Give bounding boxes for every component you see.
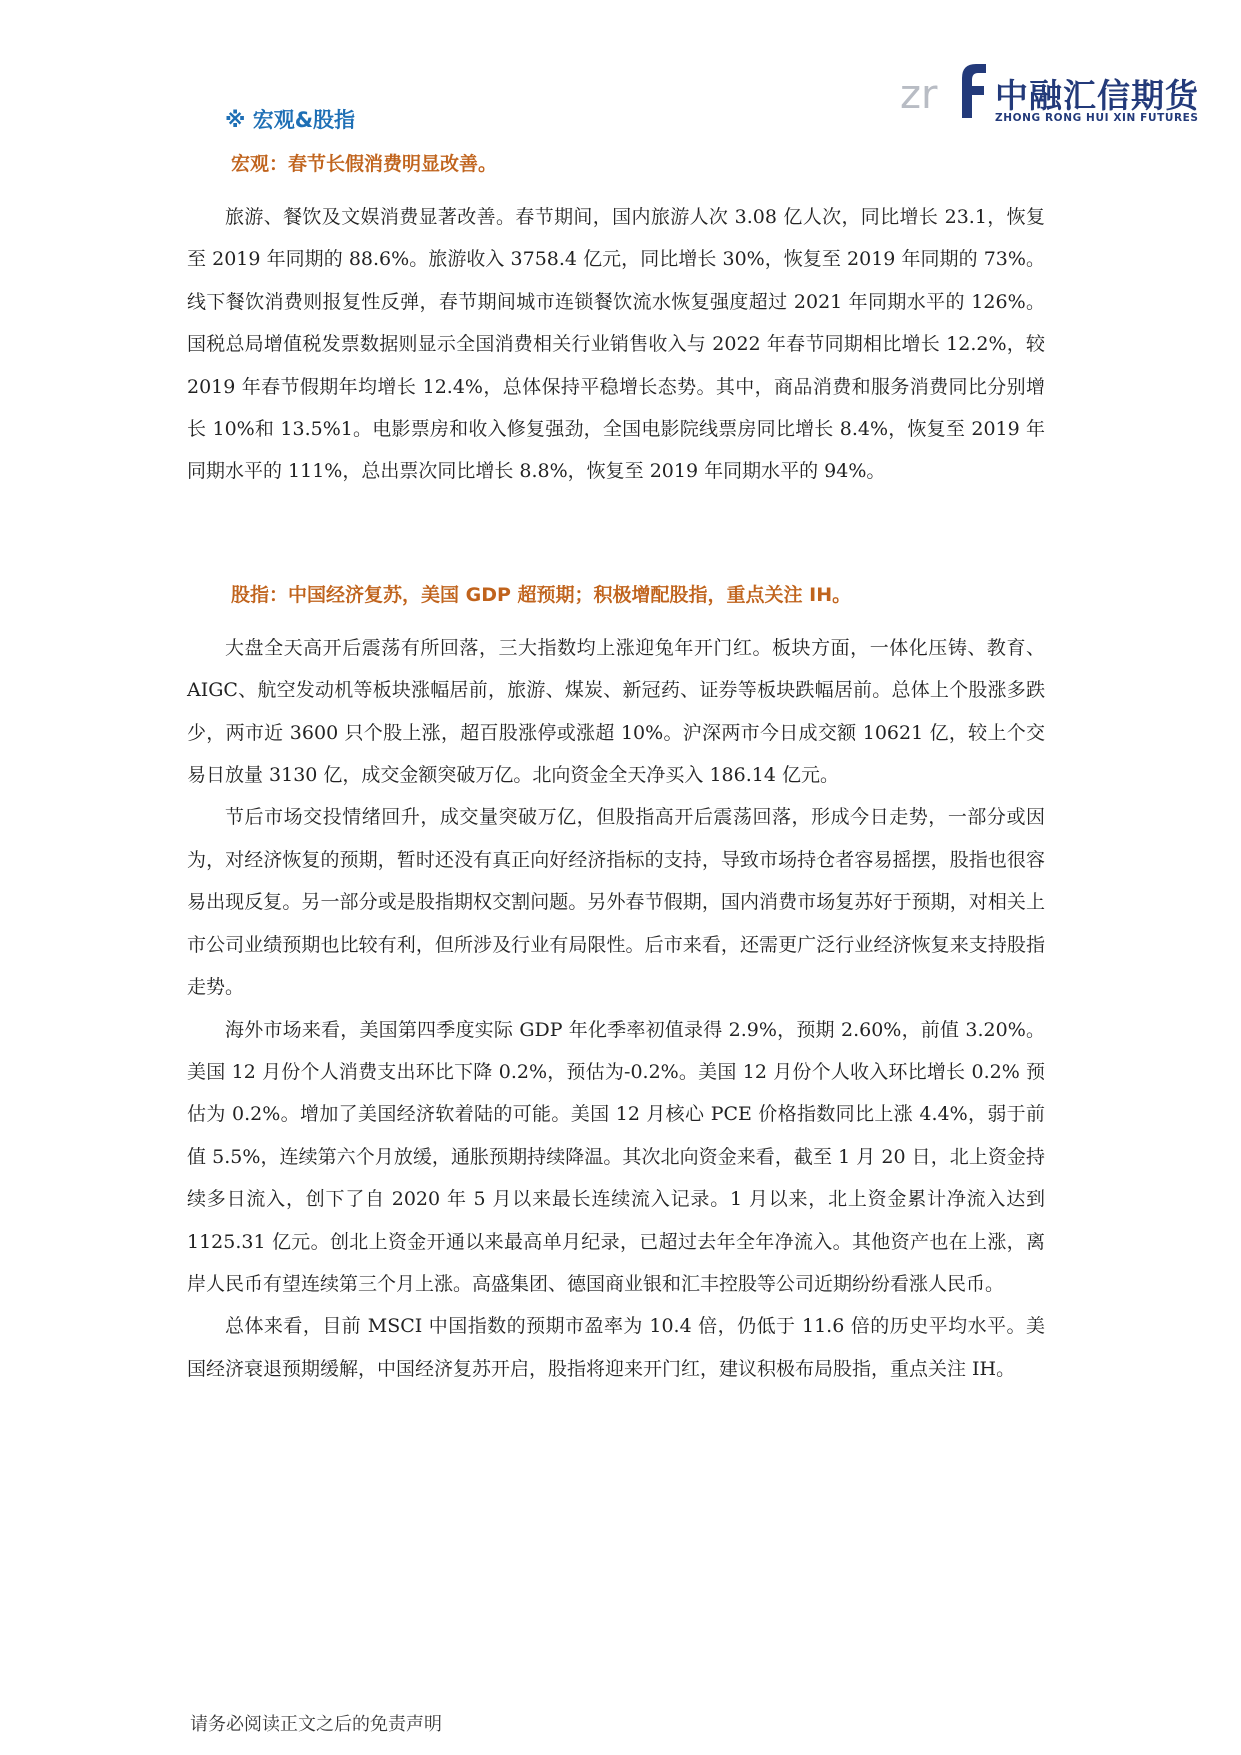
macro-heading: 宏观：春节长假消费明显改善。 <box>231 153 498 175</box>
report-body <box>187 146 1045 1390</box>
company-logo <box>900 60 1200 130</box>
index-paragraph-4: 总体来看，目前 MSCI 中国指数的预期市盈率为 10.4 倍，仍低于 11.6 倍的历史平均水平。美国经济衰退预期缓解，中国经济复苏开启，股指将迎来开门红，建议积极布局股指，重点关注 IH。 <box>187 1315 1045 1380</box>
index-paragraph-3: 海外市场来看，美国第四季度实际 GDP 年化季率初值录得 2.9%，预期 2.60%，前值 3.20%。美国 12 月份个人消费支出环比下降 0.2%，预估为-0.2%。美国 12 月份个人收入环比增长 0.2% 预估为 0.2%。增加了美国经济软着陆的可能。美国 12 月核心 PCE 价格指数同比上涨 4.4%，弱于前值 5.5%，连续第六个月放缓，通胀预期持续降温。其次北向资金来看，截至 1 月 20 日，北上资金持续多日流入，创下了自 2020 年 5 月以来最长连续流入记录。1 月以来，北上资金累计净流入达到 1125.31 亿元。创北上资金开通以来最高单月纪录，已超过去年全年净流入。其他资产也在上涨，离岸人民币有望连续第三个月上涨。高盛集团、德国商业银和汇丰控股等公司近期纷纷看涨人民币。 <box>187 1018 1045 1295</box>
macro-paragraph: 旅游、餐饮及文娱消费显著改善。春节期间，国内旅游人次 3.08 亿人次，同比增长 23.1，恢复至 2019 年同期的 88.6%。旅游收入 3758.4 亿元，同比增长 30%，恢复至 2019 年同期的 73%。线下餐饮消费则报复性反弹，春节期间城市连锁餐饮流水恢复强度超过 2021 年同期水平的 126%。国税总局增值税发票数据则显示全国消费相关行业销售收入与 2022 年春节同期相比增长 12.2%，较 2019 年春节假期年均增长 12.4%，总体保持平稳增长态势。其中，商品消费和服务消费同比分别增长 10%和 13.5%1。电影票房和收入修复强劲，全国电影院线票房同比增长 8.4%，恢复至 2019 年同期水平的 111%，总出票次同比增长 8.8%，恢复至 2019 年同期水平的 94%。 <box>187 206 1045 483</box>
logo-chinese-name: 中融汇信期货 <box>995 76 1199 115</box>
logo-english-name: ZHONG RONG HUI XIN FUTURES <box>995 112 1199 124</box>
zrf-logo-icon <box>900 60 988 120</box>
index-paragraph-1: 大盘全天高开后震荡有所回落，三大指数均上涨迎兔年开门红。板块方面，一体化压铸、教育、AIGC、航空发动机等板块涨幅居前，旅游、煤炭、新冠药、证券等板块跌幅居前。总体上个股涨多跌少，两市近 3600 只个股上涨，超百股涨停或涨超 10%。沪深两市今日成交额 10621 亿，较上个交易日放量 3130 亿，成交金额突破万亿。北向资金全天净买入 186.14 亿元。 <box>187 636 1045 787</box>
index-heading: 股指：中国经济复苏，美国 GDP 超预期；积极增配股指，重点关注 IH。 <box>231 583 852 606</box>
section-spacer <box>187 493 1045 535</box>
section-title: ※ 宏观&股指 <box>225 108 356 132</box>
svg-text:zr: zr <box>900 72 938 118</box>
index-paragraph-2: 节后市场交投情绪回升，成交量突破万亿，但股指高开后震荡回落，形成今日走势，一部分或因为，对经济恢复的预期，暂时还没有真正向好经济指标的支持，导致市场持仓者容易摇摆，股指也很容易出现反复。另一部分或是股指期权交割问题。另外春节假期，国内消费市场复苏好于预期，对相关上市公司业绩预期也比较有利，但所涉及行业有局限性。后市来看，还需更广泛行业经济恢复来支持股指走势。 <box>187 806 1045 999</box>
section-spacer <box>187 535 1045 577</box>
disclaimer-footer: 请务必阅读正文之后的免责声明 <box>190 1714 442 1735</box>
